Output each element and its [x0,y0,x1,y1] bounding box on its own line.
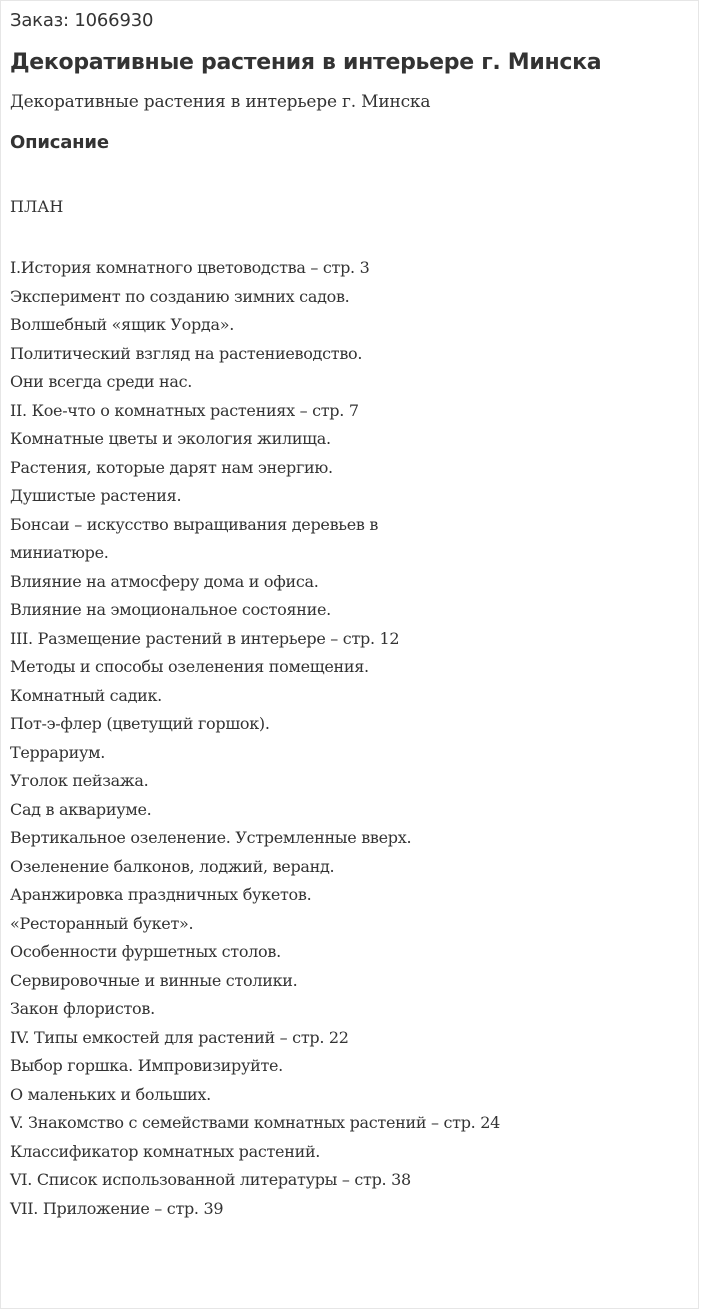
table-of-contents [10,254,670,1223]
toc-line: Особенности фуршетных столов. [10,942,281,961]
toc-line: миниатюре. [10,543,109,562]
toc-line: Влияние на эмоциональное состояние. [10,600,331,619]
toc-line: Выбор горшка. Импровизируйте. [10,1056,283,1075]
toc-line: III. Размещение растений в интерьере – стр. 12 [10,628,400,648]
toc-line: Озеленение балконов, лоджий, веранд. [10,856,335,876]
toc-line: Уголок пейзажа. [10,771,149,790]
toc-line: Аранжировка праздничных букетов. [10,885,312,904]
toc-line: Сервировочные и винные столики. [10,970,298,990]
toc-line: Сад в аквариуме. [10,799,152,819]
toc-line: Классификатор комнатных растений. [10,1141,321,1161]
toc-line: Бонсаи – искусство выращивания деревьев в [10,514,379,534]
toc-line: VI. Список использованной литературы – стр. 38 [10,1170,411,1189]
toc-line: Методы и способы озеленения помещения. [10,657,369,676]
toc-line: IV. Типы емкостей для растений – стр. 22 [10,1027,349,1047]
toc-line: Комнатные цветы и экология жилища. [10,429,331,448]
toc-line: Комнатный садик. [10,685,162,705]
toc-line: Политический взгляд на растениеводство. [10,343,363,363]
plan-heading: ПЛАН [10,197,64,216]
toc-line: Вертикальное озеленение. Устремленные вверх. [10,828,412,847]
page-title: Декоративные растения в интерьере г. Минска [10,50,602,75]
page-subtitle: Декоративные растения в интерьере г. Минска [10,92,431,112]
toc-line: Душистые растения. [10,486,182,505]
toc-line: Растения, которые дарят нам энергию. [10,457,333,477]
toc-line: Эксперимент по созданию зимних садов. [10,286,350,306]
toc-line: Они всегда среди нас. [10,372,193,391]
toc-line: О маленьких и больших. [10,1084,211,1104]
toc-line: Волшебный «ящик Уорда». [10,315,234,334]
toc-line: Закон флористов. [10,999,155,1018]
section-heading-description: Описание [10,132,109,153]
toc-line: Пот-э-флер (цветущий горшок). [10,714,270,733]
order-number: Заказ: 1066930 [10,10,154,31]
toc-line: II. Кое-что о комнатных растениях – стр. 7 [10,400,359,420]
toc-line: Террариум. [10,742,106,762]
toc-line: Влияние на атмосферу дома и офиса. [10,571,319,591]
toc-line: I.История комнатного цветоводства – стр. 3 [10,258,370,277]
toc-line: «Ресторанный букет». [10,913,194,933]
toc-line: V. Знакомство с семействами комнатных растений – стр. 24 [10,1113,500,1132]
toc-line: VII. Приложение – стр. 39 [10,1198,224,1218]
